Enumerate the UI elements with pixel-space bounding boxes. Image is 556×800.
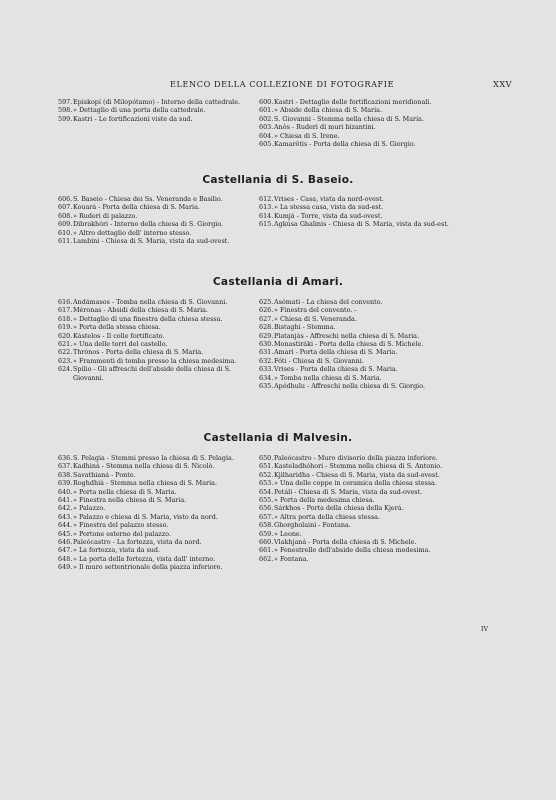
catalog-entry xyxy=(58,530,249,538)
entry-text: Apódhulu - Affreschi nella chiesa di S. Giorgio. xyxy=(274,382,425,391)
entry-number: 651. xyxy=(259,462,274,471)
catalog-entry xyxy=(259,220,450,228)
catalog-entry xyxy=(58,298,249,306)
entry-text: » Finestra del convento. - xyxy=(274,306,357,315)
entry-text: Lambini - Chiesa di S. Maria, vista da sud-ovest. xyxy=(73,237,230,246)
entry-number: 613. xyxy=(259,203,274,212)
entry-text: » Porta della stessa chiesa. xyxy=(73,323,161,332)
entry-text: Vrises - Casa, vista da nord-ovest. xyxy=(274,195,384,203)
catalog-entry xyxy=(259,462,450,470)
entry-text: » Una delle coppe in ceramica della chiesa stessa. xyxy=(274,479,437,488)
entry-text: » Palazzo e chiesa di S. Maria, visto da nord. xyxy=(73,512,218,521)
entry-number: 631. xyxy=(259,348,274,357)
entry-text: S. Baseio - Chiesa dei Ss. Veneranda e Basilio. xyxy=(73,195,223,203)
entry-text: » Fontana. xyxy=(274,554,309,563)
entry-text: Kamarôtis - Porta della chiesa di S. Giorgio. xyxy=(274,140,416,149)
entry-text: Kadhiná - Stemma nella chiesa di S. Nicolò. xyxy=(73,462,215,471)
catalog-entry xyxy=(259,496,450,504)
entry-number: 661. xyxy=(259,546,274,555)
catalog-entry xyxy=(58,195,249,203)
entry-column-right xyxy=(259,98,450,148)
entry-block-malvesin xyxy=(58,454,450,572)
entry-text: Vrises - Porta della chiesa di S. Maria. xyxy=(274,365,398,374)
entry-text: » Altra porta della chiesa stessa. xyxy=(274,512,380,521)
entry-number: 617. xyxy=(58,306,73,315)
catalog-entry xyxy=(58,471,249,479)
catalog-entry xyxy=(259,348,450,356)
entry-text: » Abside della chiesa di S. Maria. xyxy=(274,106,382,115)
entry-number: 649. xyxy=(58,563,73,572)
catalog-entry xyxy=(259,332,450,340)
catalog-entry xyxy=(259,538,450,546)
catalog-entry xyxy=(259,479,450,487)
entry-text: » Finestra del palazzo stesso. xyxy=(73,521,169,530)
catalog-entry xyxy=(58,115,249,123)
entry-block-top xyxy=(58,98,450,148)
catalog-entry xyxy=(58,340,249,348)
entry-column-right xyxy=(259,298,450,390)
entry-text: Paleócastro - Muro divisorio della piazza inferiore. xyxy=(274,454,438,462)
catalog-entry xyxy=(259,530,450,538)
entry-number: 625. xyxy=(259,298,274,306)
entry-number: 629. xyxy=(259,331,274,340)
entry-text: Ghorgholaini - Fontana. xyxy=(274,521,351,530)
catalog-entry xyxy=(259,513,450,521)
entry-text: Bistaghi - Stemma. xyxy=(274,323,336,332)
catalog-entry xyxy=(58,513,249,521)
entry-text: » Palazzo. xyxy=(73,504,106,513)
entry-text: Agkúsa Ghalinis - Chiesa di S. Maria, vista da sud-est. xyxy=(274,220,449,229)
entry-text: Kástelos - Il colle fortificato. xyxy=(73,331,165,340)
entry-text: Asómati - La chiesa del convento. xyxy=(274,298,383,306)
entry-text: Sárkhos - Porta della chiesa della Kjerá. xyxy=(274,504,404,513)
entry-text: » Porta nella chiesa di S. Maria. xyxy=(73,487,177,496)
catalog-entry xyxy=(259,123,450,131)
catalog-entry xyxy=(58,454,249,462)
entry-number: 658. xyxy=(259,521,274,530)
catalog-entry xyxy=(58,332,249,340)
entry-text: » La stessa casa, vista da sud-est. xyxy=(274,203,384,212)
entry-text: Kastri - Dettaglio delle fortificazioni meridionali. xyxy=(274,98,432,106)
entry-number: 634. xyxy=(259,373,274,382)
entry-column-left xyxy=(58,98,249,148)
catalog-entry xyxy=(259,140,450,148)
entry-number: 640. xyxy=(58,487,73,496)
entry-number: 635. xyxy=(259,382,274,391)
catalog-entry xyxy=(58,563,249,571)
entry-number: 609. xyxy=(58,220,73,229)
entry-number: 654. xyxy=(259,487,274,496)
entry-text: » Tomba nella chiesa di S. Maria. xyxy=(274,373,382,382)
entry-number: 599. xyxy=(58,114,73,123)
entry-column-left xyxy=(58,195,249,245)
entry-text: Méronas - Absidi della chiesa di S. Maria. xyxy=(73,306,208,315)
entry-number: 650. xyxy=(259,454,274,462)
entry-number: 648. xyxy=(58,554,73,563)
entry-column-right xyxy=(259,195,450,245)
running-title: ELENCO DELLA COLLEZIONE DI FOTOGRAFIE xyxy=(170,79,395,89)
entry-text: » Altro dettaglio dell' interno stesso. xyxy=(73,228,192,237)
catalog-entry xyxy=(58,538,249,546)
entry-text: » Leone. xyxy=(274,529,302,538)
catalog-entry xyxy=(58,98,249,106)
entry-number: 614. xyxy=(259,211,274,220)
entry-number: 622. xyxy=(58,348,73,357)
catalog-entry xyxy=(58,357,249,365)
entry-text: » Dettaglio di una porta della cattedrale. xyxy=(73,106,206,115)
entry-column-left xyxy=(58,298,249,390)
entry-text: Kastri - Le fortificazioni viste da sud. xyxy=(73,114,193,123)
signature-mark: IV xyxy=(481,626,489,633)
entry-number: 621. xyxy=(58,340,73,349)
entry-number: 601. xyxy=(259,106,274,115)
entry-text: » Chiesa di S. Irene. xyxy=(274,131,340,140)
entry-number: 642. xyxy=(58,504,73,513)
entry-text: » Chiesa di S. Veneranda. xyxy=(274,314,357,323)
entry-number: 602. xyxy=(259,114,274,123)
catalog-entry xyxy=(58,306,249,314)
entry-text: Savathianá - Ponte. xyxy=(73,470,136,479)
entry-text: Kasteladhóhori - Stemma nella chiesa di S. Antonio. xyxy=(274,462,443,471)
section-heading: Castellania di Amari. xyxy=(212,276,344,288)
catalog-entry xyxy=(259,340,450,348)
entry-number: 647. xyxy=(58,546,73,555)
catalog-entry xyxy=(58,237,249,245)
catalog-entry xyxy=(259,323,450,331)
entry-number: 615. xyxy=(259,220,274,229)
entry-text: Dibrakhóri - Interno della chiesa di S. Giorgio. xyxy=(73,220,224,229)
catalog-entry xyxy=(259,454,450,462)
catalog-entry xyxy=(259,357,450,365)
catalog-entry xyxy=(259,106,450,114)
entry-number: 660. xyxy=(259,538,274,547)
entry-text: S. Giovanni - Stemma nella chiesa di S. Maria. xyxy=(274,114,424,123)
entry-number: 616. xyxy=(58,298,73,306)
section-heading: Castellania di S. Baseio. xyxy=(202,174,354,186)
catalog-entry xyxy=(259,555,450,563)
catalog-entry xyxy=(58,462,249,470)
catalog-entry xyxy=(58,348,249,356)
catalog-entry xyxy=(259,374,450,382)
catalog-entry xyxy=(259,471,450,479)
entry-number: 627. xyxy=(259,314,274,323)
catalog-entry xyxy=(259,212,450,220)
catalog-entry xyxy=(259,132,450,140)
entry-number: 612. xyxy=(259,195,274,203)
entry-number: 608. xyxy=(58,211,73,220)
entry-number: 653. xyxy=(259,479,274,488)
catalog-entry xyxy=(259,298,450,306)
section-heading: Castellania di Malvesin. xyxy=(203,432,353,444)
catalog-entry xyxy=(58,479,249,487)
entry-text: » Dettaglio di una finestra della chiesa stessa. xyxy=(73,314,223,323)
catalog-entry xyxy=(259,306,450,314)
catalog-entry xyxy=(58,229,249,237)
catalog-entry xyxy=(58,106,249,114)
entry-text: Anôs - Ruderi di muri bizantini. xyxy=(274,123,376,132)
entry-number: 600. xyxy=(259,98,274,106)
entry-block-amari xyxy=(58,298,450,390)
catalog-entry xyxy=(259,203,450,211)
entry-number: 643. xyxy=(58,512,73,521)
catalog-entry xyxy=(58,488,249,496)
entry-number: 652. xyxy=(259,470,274,479)
entry-number: 638. xyxy=(58,470,73,479)
entry-number: 657. xyxy=(259,512,274,521)
entry-number: 637. xyxy=(58,462,73,471)
entry-text: Amari - Porta della chiesa di S. Maria. xyxy=(274,348,398,357)
entry-text: Thrónos - Porta della chiesa di S. Maria. xyxy=(73,348,204,357)
entry-number: 626. xyxy=(259,306,274,315)
entry-text: Fóti - Chiesa di S. Giovanni. xyxy=(274,356,364,365)
page-number: XXV xyxy=(493,79,513,89)
entry-text: Petáli - Chiesa di S. Maria, vista da sud-ovest. xyxy=(274,487,423,496)
catalog-entry xyxy=(58,504,249,512)
entry-text: Kouará - Porta della chiesa di S. Maria. xyxy=(73,203,200,212)
entry-text: Kjilharidha - Chiesa di S. Maria, vista da sud-ovest. xyxy=(274,470,440,479)
entry-text: S. Pelagia - Stemmi presso la chiesa di S. Pelagia. xyxy=(73,454,234,462)
entry-number: 605. xyxy=(259,140,274,149)
entry-number: 633. xyxy=(259,365,274,374)
entry-number: 607. xyxy=(58,203,73,212)
catalog-entry xyxy=(58,365,249,382)
entry-text: Roghdhiá - Stemma nella chiesa di S. Maria. xyxy=(73,479,217,488)
catalog-entry xyxy=(58,220,249,228)
entry-number: 624. xyxy=(58,365,73,374)
entry-text: Andámasos - Tomba nella chiesa di S. Giovanni. xyxy=(73,298,228,306)
entry-text: Spilio - Gli affreschi dell'abside della chiesa di S. Giovanni. xyxy=(73,365,231,382)
catalog-entry xyxy=(259,98,450,106)
entry-text: » La porta della fortezza, vista dall' interno. xyxy=(73,554,216,563)
catalog-entry xyxy=(58,521,249,529)
entry-text: » Porta della medesima chiesa. xyxy=(274,496,375,505)
catalog-entry xyxy=(259,315,450,323)
entry-number: 655. xyxy=(259,496,274,505)
entry-number: 632. xyxy=(259,356,274,365)
entry-number: 620. xyxy=(58,331,73,340)
entry-number: 598. xyxy=(58,106,73,115)
entry-column-right xyxy=(259,454,450,572)
catalog-entry xyxy=(259,365,450,373)
catalog-entry xyxy=(259,195,450,203)
entry-number: 639. xyxy=(58,479,73,488)
catalog-entry xyxy=(259,521,450,529)
catalog-entry xyxy=(259,546,450,554)
entry-text: » Portone esterno del palazzo. xyxy=(73,529,171,538)
catalog-entry xyxy=(58,546,249,554)
entry-number: 604. xyxy=(259,131,274,140)
catalog-entry xyxy=(259,115,450,123)
entry-text: Platanjás - Affreschi nella chiesa di S. Maria. xyxy=(274,331,420,340)
entry-number: 611. xyxy=(58,237,73,246)
entry-number: 662. xyxy=(259,554,274,563)
entry-number: 623. xyxy=(58,356,73,365)
entry-text: » Frammenti di tomba presso la chiesa medesima. xyxy=(73,356,237,365)
entry-number: 618. xyxy=(58,314,73,323)
entry-text: » Il muro settentrionale della piazza inferiore. xyxy=(73,563,223,572)
catalog-entry xyxy=(58,212,249,220)
entry-number: 645. xyxy=(58,529,73,538)
entry-number: 656. xyxy=(259,504,274,513)
entry-column-left xyxy=(58,454,249,572)
entry-text: Episkopí (di Milopótamo) - Interno della cattedrale. xyxy=(73,98,241,106)
entry-text: Kumjá - Torre, vista da sud-ovest. xyxy=(274,211,383,220)
catalog-entry xyxy=(58,203,249,211)
entry-number: 659. xyxy=(259,529,274,538)
entry-number: 641. xyxy=(58,496,73,505)
entry-text: Monastiráki - Porta della chiesa di S. Michele. xyxy=(274,340,424,349)
entry-number: 606. xyxy=(58,195,73,203)
entry-number: 619. xyxy=(58,323,73,332)
entry-number: 603. xyxy=(259,123,274,132)
entry-number: 646. xyxy=(58,538,73,547)
catalog-entry xyxy=(58,315,249,323)
catalog-entry xyxy=(58,555,249,563)
entry-block-s-baseio xyxy=(58,195,450,245)
entry-number: 628. xyxy=(259,323,274,332)
catalog-entry xyxy=(58,496,249,504)
entry-text: Vlakhjaná - Porta della chiesa di S. Michele. xyxy=(274,538,417,547)
entry-text: » Una delle torri del castello. xyxy=(73,340,168,349)
catalog-entry xyxy=(259,504,450,512)
entry-number: 630. xyxy=(259,340,274,349)
catalog-entry xyxy=(259,488,450,496)
entry-number: 644. xyxy=(58,521,73,530)
entry-text: » Finestra nella chiesa di S. Maria. xyxy=(73,496,187,505)
entry-text: » Ruderi di palazzo. xyxy=(73,211,138,220)
entry-number: 597. xyxy=(58,98,73,106)
entry-number: 610. xyxy=(58,228,73,237)
entry-number: 636. xyxy=(58,454,73,462)
entry-text: » La fortezza, vista da sud. xyxy=(73,546,161,555)
entry-text: Paleócastro - La fortezza, vista da nord. xyxy=(73,538,202,547)
catalog-entry xyxy=(259,382,450,390)
catalog-entry xyxy=(58,323,249,331)
entry-text: » Fenestrelle dell'abside della chiesa medesima. xyxy=(274,546,431,555)
